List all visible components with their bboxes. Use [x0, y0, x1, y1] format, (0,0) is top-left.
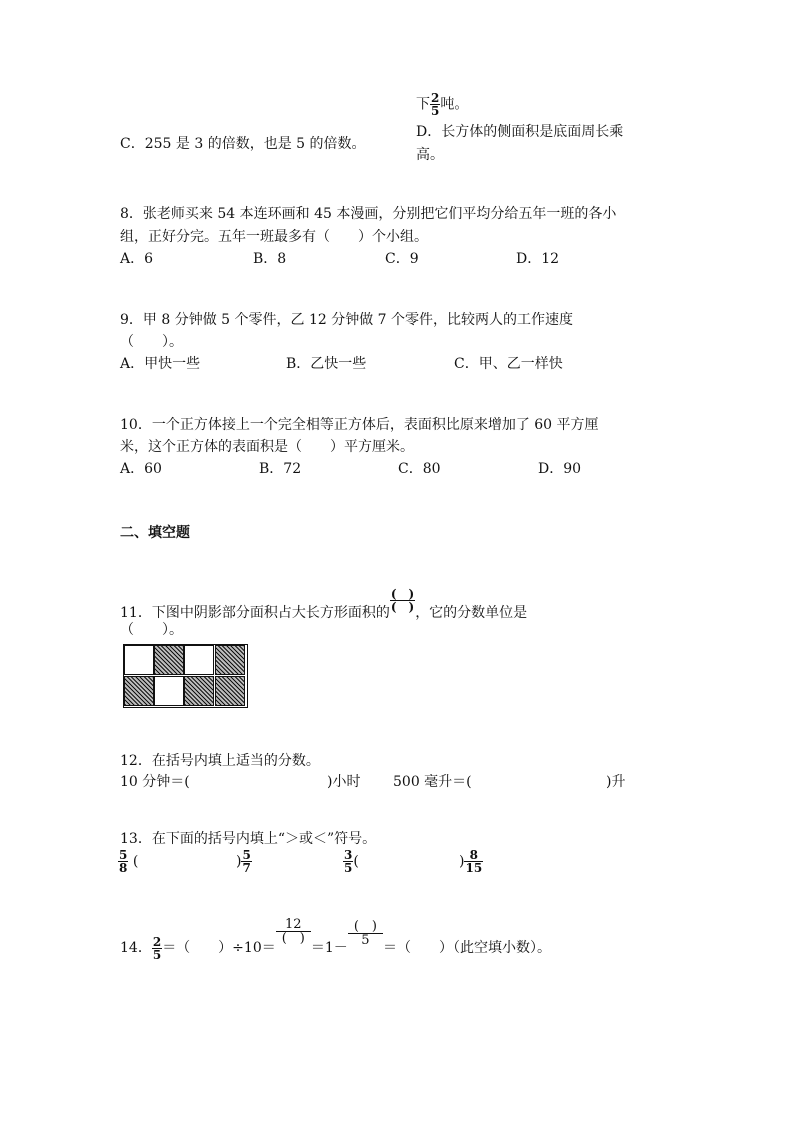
q8-option-c: C．9 — [385, 251, 419, 267]
blank-fraction: $\frac{( )}{( )}$ — [390, 587, 415, 614]
q14-equation: 14． $\frac{2}{5}$ ＝（ ）÷10＝ $\frac{12}{( )}$ ＝1－ $\frac{( )}{5}$ ＝（ ）（此空填小数）。 — [120, 917, 551, 962]
section-title-fill-in: 二、填空题 — [120, 525, 190, 541]
q12-blank-b-left: 500 毫升＝( — [393, 774, 472, 790]
grid-cell-shaded — [154, 645, 184, 675]
q8-text-line1: 8．张老师买来 54 本连环画和 45 本漫画，分别把它们平均分给五年一班的各小 — [120, 206, 617, 222]
q13-compare-1-right: ) $\frac{5}{7}$ — [236, 848, 251, 875]
q10-text-line1: 10．一个正方体接上一个完全相等正方体后，表面积比原来增加了 60 平方厘 — [120, 417, 599, 433]
fraction-blank-over-5: $\frac{( )}{5}$ — [348, 920, 383, 947]
q10-text-line2: 米，这个正方体的表面积是（ ）平方厘米。 — [120, 439, 414, 455]
q9-text-line2: （ ）。 — [120, 334, 183, 350]
q10-option-a: A．60 — [120, 461, 162, 477]
q13-compare-2-right: ) $\frac{8}{15}$ — [459, 848, 483, 875]
fraction-2-5: $\frac{2}{5}$ — [152, 934, 162, 962]
q9-option-c: C．甲、乙一样快 — [454, 356, 563, 372]
q7-option-d-line1: D．长方体的侧面积是底面周长乘 — [416, 124, 624, 140]
q12-blank-b-right: )升 — [606, 774, 626, 790]
grid-cell-shaded — [215, 645, 245, 675]
q10-option-c: C．80 — [398, 461, 441, 477]
fraction-12-over-blank: $\frac{12}{( )}$ — [276, 918, 311, 945]
q11-text-line1: 11．下图中阴影部分面积占大长方形面积的 $\frac{( )}{( )}$ ，它的分数单位是 — [120, 587, 528, 621]
grid-cell-shaded — [215, 676, 245, 706]
q7-option-c: C．255 是 3 的倍数，也是 5 的倍数。 — [120, 136, 366, 152]
q9-text-line1: 9．甲 8 分钟做 5 个零件，乙 12 分钟做 7 个零件，比较两人的工作速度 — [120, 312, 574, 328]
fraction-5-7: $\frac{5}{7}$ — [242, 848, 251, 875]
q10-option-d: D．90 — [538, 461, 582, 477]
q8-option-b: B．8 — [253, 251, 287, 267]
q8-option-d: D．12 — [516, 251, 560, 267]
shaded-rectangle-figure — [123, 644, 248, 708]
q12-text-line1: 12．在括号内填上适当的分数。 — [120, 753, 320, 769]
q13-text-line1: 13．在下面的括号内填上“＞或＜”符号。 — [120, 831, 377, 847]
q13-compare-1: $\frac{5}{8}$ ( — [119, 848, 139, 875]
q9-option-a: A．甲快一些 — [120, 356, 201, 372]
grid-cell — [124, 645, 154, 675]
q8-option-a: A．6 — [120, 251, 154, 267]
q13-compare-2: $\frac{3}{5}$ ( — [344, 848, 359, 875]
grid-cell — [184, 645, 214, 675]
fraction-5-8: $\frac{5}{8}$ — [119, 848, 128, 875]
q8-text-line2: 组，正好分完。五年一班最多有（ ）个小组。 — [120, 229, 428, 245]
q10-option-b: B．72 — [259, 461, 302, 477]
grid-cell — [154, 676, 184, 706]
q7-option-d-line2: 高。 — [416, 147, 444, 163]
q9-option-b: B．乙快一些 — [286, 356, 367, 372]
fraction-8-15: $\frac{8}{15}$ — [465, 848, 483, 875]
q11-text-line2: （ ）。 — [120, 622, 183, 638]
fraction-3-5: $\frac{3}{5}$ — [344, 848, 353, 875]
q12-blank-a-left: 10 分钟＝( — [120, 774, 190, 790]
q12-blank-a-right: )小时 — [327, 774, 361, 790]
grid-cell-shaded — [124, 676, 154, 706]
grid-cell-shaded — [184, 676, 214, 706]
fraction-two-fifths: $\frac{2}{5}$ — [431, 91, 440, 118]
q7-option-b-tail: 下 $\frac{2}{5}$ 吨。 — [416, 91, 469, 118]
